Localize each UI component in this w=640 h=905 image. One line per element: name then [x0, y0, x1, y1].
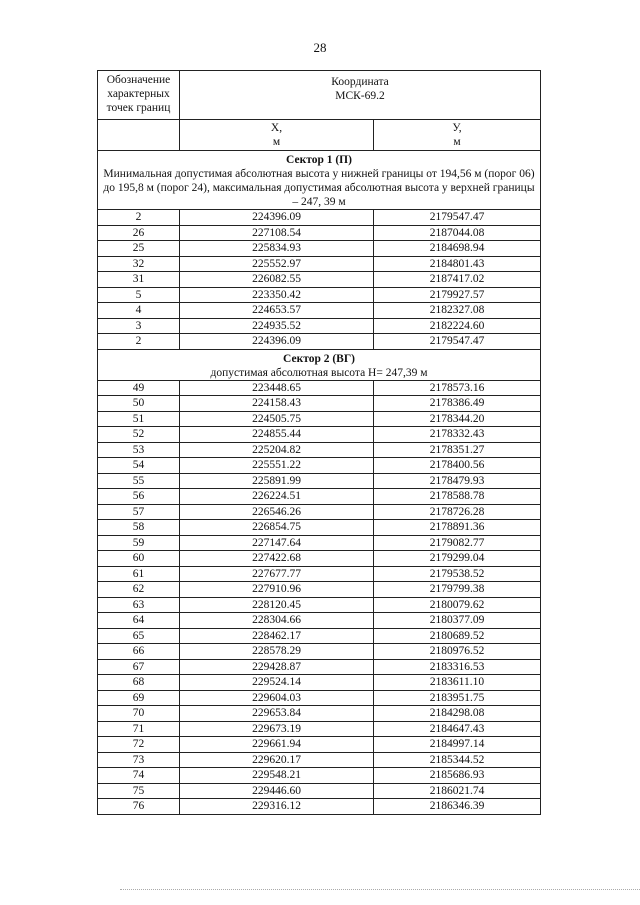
y-coordinate-cell: 2185344.52 [374, 752, 541, 768]
point-id-cell: 51 [98, 411, 180, 427]
x-coordinate-cell: 224158.43 [180, 396, 374, 412]
table-row [98, 241, 541, 257]
x-coordinate-cell: 225834.93 [180, 241, 374, 257]
table-row [98, 613, 541, 629]
point-id-cell: 61 [98, 566, 180, 582]
x-coordinate-cell: 225552.97 [180, 256, 374, 272]
point-id-cell: 3 [98, 318, 180, 334]
table-row [98, 303, 541, 319]
x-coordinate-cell: 229661.94 [180, 737, 374, 753]
point-id-cell: 58 [98, 520, 180, 536]
x-coordinate-cell: 224396.09 [180, 334, 374, 350]
sector-description: Минимальная допустимая абсолютная высота у нижней границы от 194,56 м (порог 06) до 195,8 м (порог 24), максимальная допустимая абсолютная высота у верхней границы – 247, 39 м [103, 168, 535, 208]
table-row [98, 551, 541, 567]
point-id-cell: 75 [98, 783, 180, 799]
y-coordinate-cell: 2178332.43 [374, 427, 541, 443]
point-id-cell: 73 [98, 752, 180, 768]
point-id-cell: 68 [98, 675, 180, 691]
table-row [98, 706, 541, 722]
header-y [374, 120, 541, 151]
y-coordinate-cell: 2187044.08 [374, 225, 541, 241]
table-row [98, 272, 541, 288]
table-row [98, 675, 541, 691]
x-coordinate-cell: 229548.21 [180, 768, 374, 784]
y-coordinate-cell: 2186346.39 [374, 799, 541, 815]
point-id-cell: 25 [98, 241, 180, 257]
x-coordinate-cell: 227677.77 [180, 566, 374, 582]
y-coordinate-cell: 2182327.08 [374, 303, 541, 319]
y-coordinate-cell: 2183316.53 [374, 659, 541, 675]
coordinates-table [97, 70, 541, 815]
y-coordinate-cell: 2178351.27 [374, 442, 541, 458]
point-id-cell: 63 [98, 597, 180, 613]
table-row [98, 442, 541, 458]
point-id-cell: 2 [98, 210, 180, 226]
point-id-cell: 64 [98, 613, 180, 629]
y-coordinate-cell: 2179799.38 [374, 582, 541, 598]
table-row [98, 737, 541, 753]
table-row [98, 520, 541, 536]
point-id-cell: 66 [98, 644, 180, 660]
y-coordinate-cell: 2179547.47 [374, 210, 541, 226]
y-coordinate-cell: 2184801.43 [374, 256, 541, 272]
y-coordinate-cell: 2178400.56 [374, 458, 541, 474]
y-coordinate-cell: 2179547.47 [374, 334, 541, 350]
point-id-cell: 59 [98, 535, 180, 551]
y-coordinate-cell: 2179538.52 [374, 566, 541, 582]
point-id-cell: 56 [98, 489, 180, 505]
point-id-cell: 62 [98, 582, 180, 598]
table-row [98, 473, 541, 489]
x-coordinate-cell: 229428.87 [180, 659, 374, 675]
point-id-cell: 72 [98, 737, 180, 753]
header-y-label: У, [452, 122, 462, 134]
y-coordinate-cell: 2184298.08 [374, 706, 541, 722]
x-coordinate-cell: 223350.42 [180, 287, 374, 303]
table-row [98, 783, 541, 799]
sector-title: Сектор 1 (П) [286, 154, 352, 166]
y-coordinate-cell: 2178588.78 [374, 489, 541, 505]
point-id-cell: 52 [98, 427, 180, 443]
point-id-cell: 74 [98, 768, 180, 784]
table-row [98, 396, 541, 412]
x-coordinate-cell: 225551.22 [180, 458, 374, 474]
y-coordinate-cell: 2184698.94 [374, 241, 541, 257]
x-coordinate-cell: 229446.60 [180, 783, 374, 799]
header-empty-cell [98, 120, 180, 151]
x-coordinate-cell: 229604.03 [180, 690, 374, 706]
y-coordinate-cell: 2179299.04 [374, 551, 541, 567]
point-id-cell: 60 [98, 551, 180, 567]
point-id-cell: 65 [98, 628, 180, 644]
y-coordinate-cell: 2186021.74 [374, 783, 541, 799]
header-point-designation: Обозначение характерных точек границ [98, 71, 180, 120]
table-row [98, 535, 541, 551]
y-coordinate-cell: 2184997.14 [374, 737, 541, 753]
x-coordinate-cell: 229524.14 [180, 675, 374, 691]
y-coordinate-cell: 2179082.77 [374, 535, 541, 551]
x-coordinate-cell: 228304.66 [180, 613, 374, 629]
table-row [98, 659, 541, 675]
header-coordinate-title: Координата [331, 76, 389, 88]
x-coordinate-cell: 227910.96 [180, 582, 374, 598]
point-id-cell: 5 [98, 287, 180, 303]
y-coordinate-cell: 2185686.93 [374, 768, 541, 784]
sector-header [98, 349, 541, 380]
header-row [98, 71, 541, 120]
table-row [98, 458, 541, 474]
table-row [98, 752, 541, 768]
table-row [98, 644, 541, 660]
y-coordinate-cell: 2183951.75 [374, 690, 541, 706]
y-coordinate-cell: 2178479.93 [374, 473, 541, 489]
page-bottom-rule [120, 889, 640, 890]
x-coordinate-cell: 225891.99 [180, 473, 374, 489]
table-row [98, 597, 541, 613]
y-coordinate-cell: 2180079.62 [374, 597, 541, 613]
table-row [98, 768, 541, 784]
x-coordinate-cell: 228462.17 [180, 628, 374, 644]
table-row [98, 721, 541, 737]
y-coordinate-cell: 2187417.02 [374, 272, 541, 288]
point-id-cell: 26 [98, 225, 180, 241]
table-row [98, 690, 541, 706]
x-coordinate-cell: 227422.68 [180, 551, 374, 567]
table-row [98, 582, 541, 598]
point-id-cell: 49 [98, 380, 180, 396]
x-coordinate-cell: 223448.65 [180, 380, 374, 396]
table-row [98, 318, 541, 334]
y-coordinate-cell: 2180689.52 [374, 628, 541, 644]
table-row [98, 427, 541, 443]
x-coordinate-cell: 229620.17 [180, 752, 374, 768]
point-id-cell: 31 [98, 272, 180, 288]
y-coordinate-cell: 2180976.52 [374, 644, 541, 660]
point-id-cell: 4 [98, 303, 180, 319]
x-coordinate-cell: 224935.52 [180, 318, 374, 334]
point-id-cell: 55 [98, 473, 180, 489]
x-coordinate-cell: 228578.29 [180, 644, 374, 660]
x-coordinate-cell: 229316.12 [180, 799, 374, 815]
point-id-cell: 32 [98, 256, 180, 272]
table-row [98, 225, 541, 241]
header-x-unit: м [272, 136, 281, 148]
x-coordinate-cell: 225204.82 [180, 442, 374, 458]
y-coordinate-cell: 2178386.49 [374, 396, 541, 412]
x-coordinate-cell: 226224.51 [180, 489, 374, 505]
y-coordinate-cell: 2182224.60 [374, 318, 541, 334]
header-x [180, 120, 374, 151]
point-id-cell: 70 [98, 706, 180, 722]
point-id-cell: 54 [98, 458, 180, 474]
x-coordinate-cell: 227147.64 [180, 535, 374, 551]
table-row [98, 334, 541, 350]
x-coordinate-cell: 226082.55 [180, 272, 374, 288]
x-coordinate-cell: 229673.19 [180, 721, 374, 737]
point-id-cell: 69 [98, 690, 180, 706]
table-row [98, 411, 541, 427]
table-row [98, 256, 541, 272]
x-coordinate-cell: 227108.54 [180, 225, 374, 241]
table-row [98, 489, 541, 505]
y-coordinate-cell: 2179927.57 [374, 287, 541, 303]
table-row [98, 504, 541, 520]
header-coordinate [180, 71, 541, 120]
point-id-cell: 2 [98, 334, 180, 350]
sector-header-row [98, 349, 541, 380]
point-id-cell: 67 [98, 659, 180, 675]
point-id-cell: 76 [98, 799, 180, 815]
point-id-cell: 50 [98, 396, 180, 412]
table-row [98, 628, 541, 644]
x-coordinate-cell: 226546.26 [180, 504, 374, 520]
header-y-unit: м [453, 136, 461, 148]
x-coordinate-cell: 226854.75 [180, 520, 374, 536]
table-row [98, 799, 541, 815]
table-row [98, 210, 541, 226]
point-id-cell: 53 [98, 442, 180, 458]
y-coordinate-cell: 2178344.20 [374, 411, 541, 427]
header-coordinate-system: МСК-69.2 [335, 90, 385, 102]
x-coordinate-cell: 228120.45 [180, 597, 374, 613]
y-coordinate-cell: 2183611.10 [374, 675, 541, 691]
sector-title: Сектор 2 (ВГ) [283, 352, 355, 365]
x-coordinate-cell: 224855.44 [180, 427, 374, 443]
table-row [98, 380, 541, 396]
y-coordinate-cell: 2178573.16 [374, 380, 541, 396]
header-units-row [98, 120, 541, 151]
sector-header-row [98, 151, 541, 210]
y-coordinate-cell: 2180377.09 [374, 613, 541, 629]
x-coordinate-cell: 224396.09 [180, 210, 374, 226]
x-coordinate-cell: 224653.57 [180, 303, 374, 319]
y-coordinate-cell: 2184647.43 [374, 721, 541, 737]
y-coordinate-cell: 2178726.28 [374, 504, 541, 520]
page-number: 28 [313, 40, 327, 55]
point-id-cell: 71 [98, 721, 180, 737]
point-id-cell: 57 [98, 504, 180, 520]
sector-description: допустимая абсолютная высота H= 247,39 м [210, 366, 428, 379]
table-row [98, 287, 541, 303]
x-coordinate-cell: 224505.75 [180, 411, 374, 427]
table-row [98, 566, 541, 582]
x-coordinate-cell: 229653.84 [180, 706, 374, 722]
y-coordinate-cell: 2178891.36 [374, 520, 541, 536]
header-x-label: X, [270, 122, 283, 134]
sector-header [98, 151, 541, 210]
